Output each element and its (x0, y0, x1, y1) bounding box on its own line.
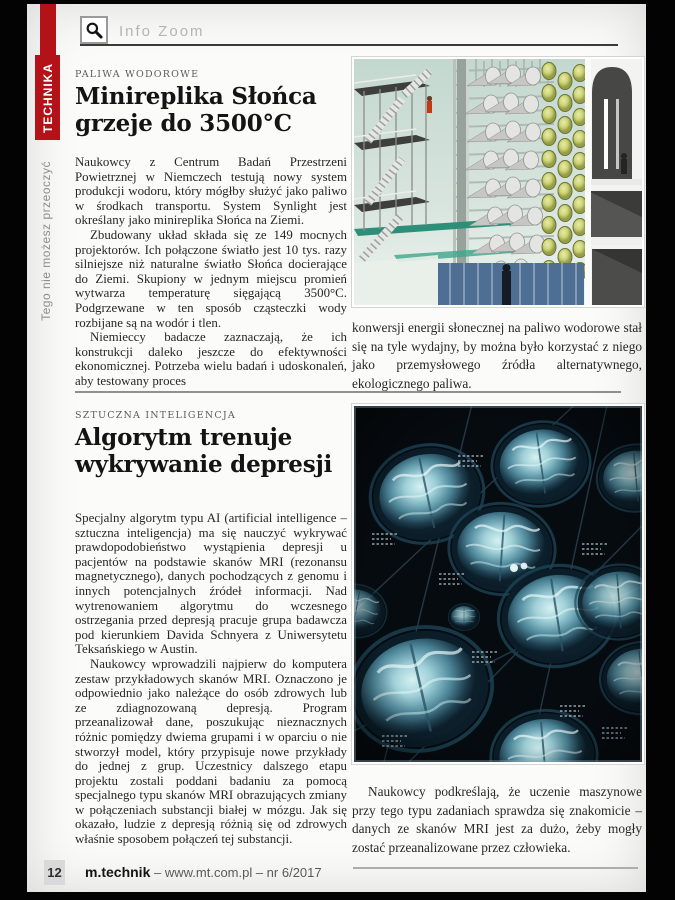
mri-brain-scans-image (352, 404, 644, 764)
section-accent-bar (40, 4, 56, 56)
article2-caption: Naukowcy podkreślają, że uczenie maszynowe przy tego typu zadaniach sprawdza się znakomicie – danych ze skanów MRI jest za dużo, żeby mogły zostać przeanalizowane przez człowieka. (352, 784, 642, 855)
article1-kicker: PALIWA WODOROWE (75, 69, 200, 80)
header-rule (80, 44, 618, 46)
magazine-name: m.technik (85, 864, 151, 880)
section-tab (35, 55, 60, 140)
article2-paragraph: Naukowcy wprowadzili najpierw do komputera zestaw przykładowych skanów MRI. Oznaczono je odpowiednio jako należące do osób zdrowych lub ze zdiagnozowaną depresją. Program przeanalizował dane, poszukując nieznacznych różnic pomiędzy dwiema grupami i w oparciu o nie stworzył model, który przypisuje nowe przykłady do jednej z grup. Uczestnicy dalszego etapu projektu zostali poddani badaniu za pomocą specjalnego typu skanów MRI obrazujących zmiany w połączeniach substancji białej w mózgu. Jak się okazało, ludzie z depresją różnią się od zdrowych właśnie sposobem połączeń tej substancji. (75, 656, 347, 847)
info-zoom-box (80, 16, 108, 44)
sidebar-tagline: Tego nie możesz przeoczyć (39, 160, 53, 321)
footer-rule (353, 867, 638, 869)
info-zoom-label: Info Zoom (119, 23, 205, 40)
article1-paragraph: Naukowcy z Centrum Badań Przestrzeni Powietrznej w Niemczech testują nowy system produkcji wodoru, który mógłby służyć jako paliwo w środkach transportu. System Synlight jest określany jako minireplika Słońca na Ziemi. (75, 155, 347, 228)
magnifier-icon (84, 20, 104, 40)
section-label: TECHNIKA (40, 62, 55, 133)
article1-headline: Minireplika Słońca grzeje do 3500°C (75, 83, 317, 137)
article2-body (75, 511, 347, 847)
article2-paragraph: Specjalny algorytm typu AI (artificial intelligence – sztuczna inteligencja) ma się nauczyć wykrywać prawdopodobieństwo wystąpienia depresji u pacjentów na podstawie skanów MRI (rezonansu magnetycznego), danych pochodzących z genomu i innych potencjalnych źródeł informacji. Nad wytrenowaniem algorytmu do wczesnego ostrzegania przed depresją pracuje grupa badawcza pod kierunkiem Davida Schnyera z Uniwersytetu Teksańskiego w Austin. (75, 511, 347, 657)
footer-line (85, 864, 322, 880)
article1-body (75, 155, 347, 389)
article1-paragraph: Zbudowany układ składa się ze 149 mocnych projektorów. Ich połączone światło jest 10 tys. razy silniejsze niż naturalne światło Słońca docierające do Ziemi. Skupiony w jednym miejscu promień wytwarza temperaturę sięgającą 3500°C. Podgrzewane w ten sposób cząsteczki wody rozbijane są na wodór i tlen. (75, 227, 347, 330)
section-divider-rule (75, 391, 621, 393)
article1-paragraph: Niemieccy badacze zaznaczają, że ich konstrukcji daleko jeszcze do efektywności ekonomicznej. Potrzeba wielu badań i udoskonaleń, aby testowany proces (75, 330, 347, 388)
issue-info: – www.mt.com.pl – nr 6/2017 (153, 865, 322, 880)
solar-simulator-image (352, 57, 644, 307)
article1-continuation: konwersji energii słonecznej na paliwo wodorowe stał się na tyle wydajny, by można było korzystać z niego jako przemysłowego źródła alternatywnego, ekologicznego paliwa. (352, 320, 642, 391)
page-number: 12 (44, 860, 65, 885)
article2-kicker: SZTUCZNA INTELIGENCJA (75, 410, 236, 421)
article2-headline: Algorytm trenuje wykrywanie depresji (75, 424, 333, 478)
